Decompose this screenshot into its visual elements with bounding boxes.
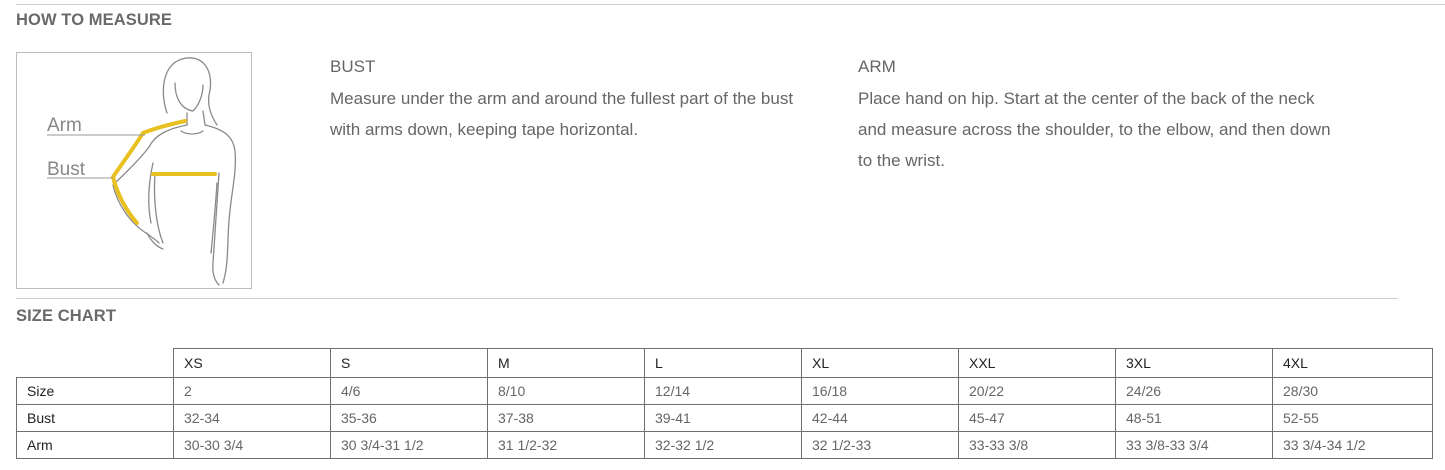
table-cell: 24/26 — [1116, 378, 1273, 405]
column-header: M — [488, 349, 645, 378]
bust-line-2: with arms down, keeping tape horizontal. — [330, 120, 639, 139]
table-cell: 32 1/2-33 — [802, 432, 959, 459]
table-cell: 30-30 3/4 — [174, 432, 331, 459]
arm-line-3: to the wrist. — [858, 151, 945, 170]
table-row — [17, 378, 1433, 405]
table-cell: 32-32 1/2 — [645, 432, 802, 459]
column-header: S — [331, 349, 488, 378]
table-cell: 4/6 — [331, 378, 488, 405]
arm-line-2: and measure across the shoulder, to the elbow, and then down — [858, 120, 1331, 139]
table-cell: 12/14 — [645, 378, 802, 405]
figure-arm-label: Arm — [47, 115, 82, 136]
table-row — [17, 432, 1433, 459]
size-chart-heading: SIZE CHART — [16, 307, 116, 325]
row-label: Size — [17, 378, 174, 405]
table-cell: 2 — [174, 378, 331, 405]
table-cell: 31 1/2-32 — [488, 432, 645, 459]
column-header: XXL — [959, 349, 1116, 378]
table-row — [17, 405, 1433, 432]
table-cell: 30 3/4-31 1/2 — [331, 432, 488, 459]
table-cell: 39-41 — [645, 405, 802, 432]
measurement-figure — [16, 52, 252, 289]
size-chart-table — [16, 348, 1433, 459]
table-cell: 28/30 — [1273, 378, 1433, 405]
column-header: 3XL — [1116, 349, 1273, 378]
table-cell: 45-47 — [959, 405, 1116, 432]
table-cell: 16/18 — [802, 378, 959, 405]
arm-title: ARM — [858, 57, 896, 76]
table-cell: 48-51 — [1116, 405, 1273, 432]
table-cell: 52-55 — [1273, 405, 1433, 432]
bust-title: BUST — [330, 57, 376, 76]
table-cell: 20/22 — [959, 378, 1116, 405]
table-cell: 33 3/4-34 1/2 — [1273, 432, 1433, 459]
arm-instructions — [858, 55, 1398, 176]
section-divider — [16, 298, 1398, 299]
body-silhouette-illustration — [17, 53, 252, 289]
row-label: Arm — [17, 432, 174, 459]
table-cell: 37-38 — [488, 405, 645, 432]
figure-bust-label: Bust — [47, 159, 86, 180]
table-cell: 33-33 3/8 — [959, 432, 1116, 459]
column-header: 4XL — [1273, 349, 1433, 378]
table-cell: 35-36 — [331, 405, 488, 432]
bust-line-1: Measure under the arm and around the fullest part of the bust — [330, 89, 794, 108]
table-cell: 42-44 — [802, 405, 959, 432]
arm-line-1: Place hand on hip. Start at the center of the back of the neck — [858, 89, 1315, 108]
how-to-measure-heading: HOW TO MEASURE — [16, 11, 173, 29]
table-header-row — [17, 349, 1433, 378]
column-header: XS — [174, 349, 331, 378]
bust-instructions — [330, 55, 830, 145]
table-corner-cell — [17, 349, 174, 378]
column-header: L — [645, 349, 802, 378]
top-divider — [16, 4, 1445, 5]
table-cell: 32-34 — [174, 405, 331, 432]
column-header: XL — [802, 349, 959, 378]
row-label: Bust — [17, 405, 174, 432]
table-cell: 33 3/8-33 3/4 — [1116, 432, 1273, 459]
table-cell: 8/10 — [488, 378, 645, 405]
